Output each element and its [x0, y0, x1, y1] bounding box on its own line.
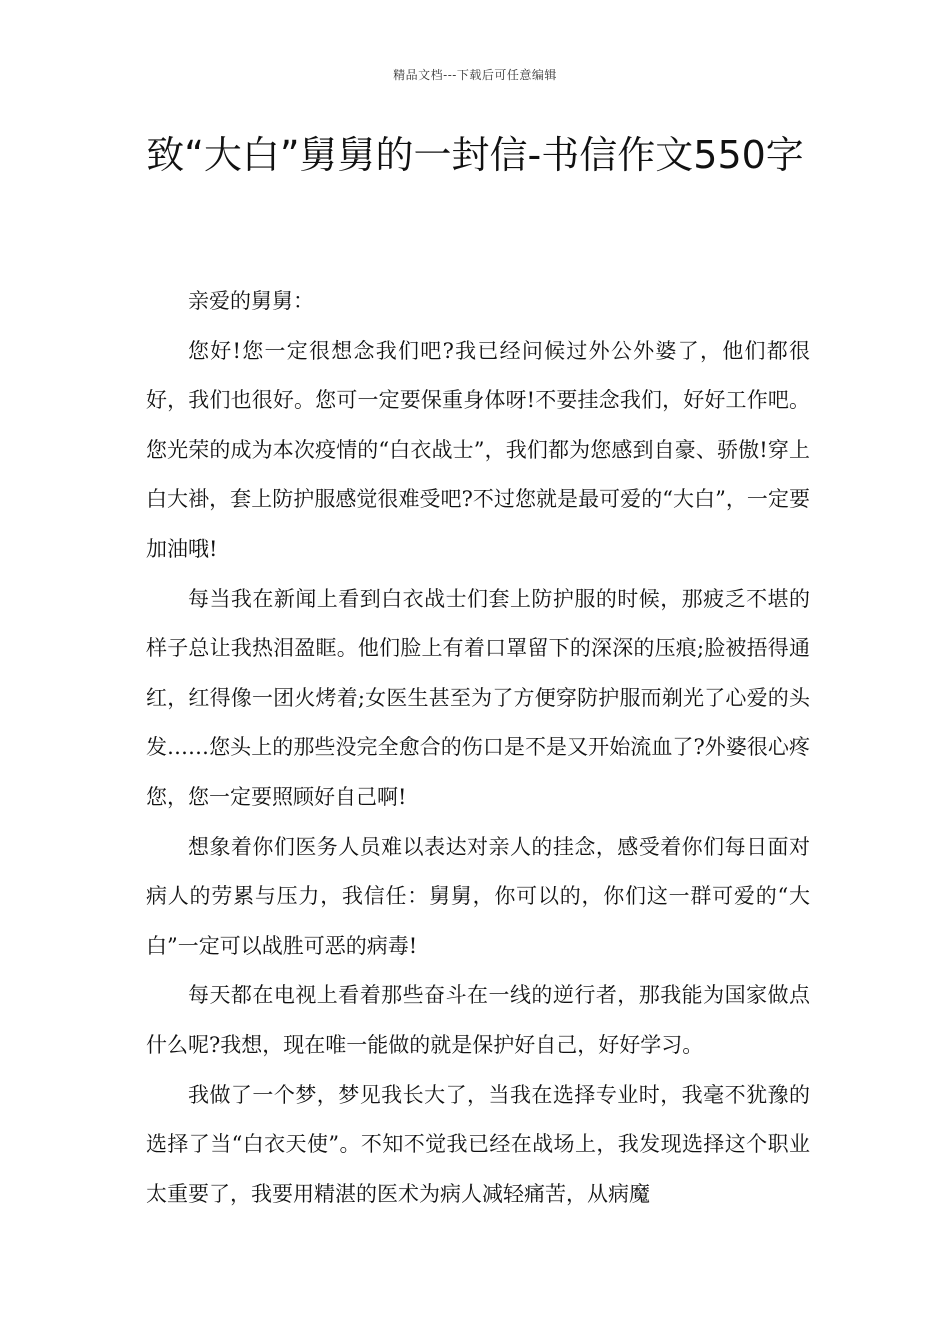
paragraph: 想象着你们医务人员难以表达对亲人的挂念，感受着你们每日面对病人的劳累与压力，我信任：舅舅，你可以的，你们这一群可爱的“大白”一定可以战胜可恶的病毒! — [146, 834, 810, 958]
header-watermark: 精品文档---下载后可任意编辑 — [393, 68, 557, 82]
paragraph: 每天都在电视上看着那些奋斗在一线的逆行者，那我能为国家做点什么呢?我想，现在唯一能做的就是保护好自己，好好学习。 — [146, 983, 810, 1057]
paragraph: 我做了一个梦，梦见我长大了，当我在选择专业时，我毫不犹豫的选择了当“白衣天使”。不知不觉我已经在战场上，我发现选择这个职业太重要了，我要用精湛的医术为病人减轻痛苦，从病魔 — [146, 1082, 810, 1206]
document-body — [146, 277, 810, 1219]
salutation: 亲爱的舅舅： — [188, 289, 314, 313]
paragraph: 每当我在新闻上看到白衣战士们套上防护服的时候，那疲乏不堪的样子总让我热泪盈眶。他们脸上有着口罩留下的深深的压痕;脸被捂得通红，红得像一团火烤着;女医生甚至为了方便穿防护服而剃光了心爱的头发……您头上的那些没完全愈合的伤口是不是又开始流血了?外婆很心疼您，您一定要照顾好自己啊! — [146, 586, 810, 809]
paragraph: 您好!您一定很想念我们吧?我已经问候过外公外婆了，他们都很好，我们也很好。您可一定要保重身体呀!不要挂念我们，好好工作吧。您光荣的成为本次疫情的“白衣战士”，我们都为您感到自豪、骄傲!穿上白大褂，套上防护服感觉很难受吧?不过您就是最可爱的“大白”，一定要加油哦! — [146, 338, 810, 561]
document-title: 致“大白”舅舅的一封信-书信作文550字 — [146, 133, 804, 177]
